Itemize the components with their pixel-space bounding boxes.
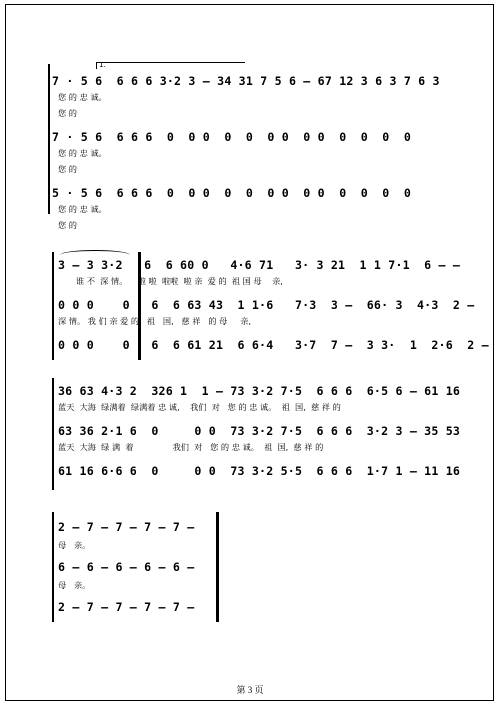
system-bracket xyxy=(48,64,50,214)
system-bracket xyxy=(52,512,54,622)
staff-1-lyric-2: 您 的 xyxy=(58,108,77,118)
staff-3-notes: 0 0 0 0 6 6 61 21 6 6·4 3·7 7 — 3 3· 1 2·6 2 — xyxy=(58,338,489,352)
staff-1-lyric-1: 谁 不 深 情。 啦 啦 啦啦 啦 亲 爱 的 祖 国 母 亲, xyxy=(76,276,283,286)
staff-2-lyric-2: 您 的 xyxy=(58,164,77,174)
staff-3-lyric-1: 您 的 忠 诚。 xyxy=(58,204,107,214)
staff-1-notes: 2 — 7 — 7 — 7 — 7 — xyxy=(58,520,195,534)
staff-2-lyric-1: 深 情。 我 们 亲 爱 的 祖 国, 慈 祥 的 母 亲, xyxy=(58,316,252,326)
staff-2-lyric-1: 您 的 忠 诚。 xyxy=(58,148,107,158)
staff-2-notes: 63 36 2·1 6 0 0 0 73 3·2 7·5 6 6 6 3·2 3 — 35 53 xyxy=(58,424,461,438)
volta-bracket xyxy=(96,62,245,69)
staff-3-notes: 61 16 6·6 6 0 0 0 73 3·2 5·5 6 6 6 1·7 1 — 11 16 xyxy=(58,464,461,478)
staff-2-lyric-1: 母 亲。 xyxy=(58,580,91,590)
system-1 xyxy=(52,58,472,233)
staff-2-notes: 7 · 5 6 6 6 6 0 0 0 0 0 0 0 0 0 0 0 0 0 xyxy=(52,130,412,144)
staff-3-notes: 2 — 7 — 7 — 7 — 7 — xyxy=(58,600,195,614)
staff-3-lyric-2: 您 的 xyxy=(58,220,77,230)
volta-label: 1. xyxy=(99,61,106,69)
staff-3-notes: 5 · 5 6 6 6 6 0 0 0 0 0 0 0 0 0 0 0 0 0 xyxy=(52,186,412,200)
staff-1-lyric-1: 您 的 忠 诚。 xyxy=(58,92,107,102)
system-2 xyxy=(58,246,489,361)
page-number: 第 3 页 xyxy=(236,685,264,695)
staff-2-notes: 0 0 0 0 6 6 63 43 1 1·6 7·3 3 — 66· 3 4·3 2 — xyxy=(58,298,475,312)
staff-2-notes: 6 — 6 — 6 — 6 — 6 — xyxy=(58,560,195,574)
system-bracket xyxy=(52,378,54,490)
system-3 xyxy=(58,374,468,494)
system-bracket xyxy=(52,252,54,360)
staff-1-notes: 7 · 5 6 6 6 6 3·2 3 — 34 31 7 5 6 — 67 12 3 6 3 7 6 3 xyxy=(52,74,440,88)
staff-1-lyric-1: 蓝天 大海 绿满着 绿满着 忠 诚, 我们 对 您 的 忠 诚。 祖 国, 慈 祥 的 xyxy=(58,402,341,412)
system-4 xyxy=(58,512,228,622)
final-barline xyxy=(216,512,219,622)
staff-1-lyric-1: 母 亲。 xyxy=(58,540,91,550)
staff-1-notes: 3 — 3 3·2 6 6 60 0 4·6 71 3· 3 21 1 1 7·1 6 — — xyxy=(58,258,461,272)
staff-2-lyric-1: 蓝天 大海 绿 满 着 我们 对 您 的 忠 诚。 祖 国, 慈 祥 的 xyxy=(58,442,324,452)
staff-1-notes: 36 63 4·3 2 326 1 1 — 73 3·2 7·5 6 6 6 6·5 6 — 61 16 xyxy=(58,384,461,398)
tie-arc xyxy=(60,250,130,255)
